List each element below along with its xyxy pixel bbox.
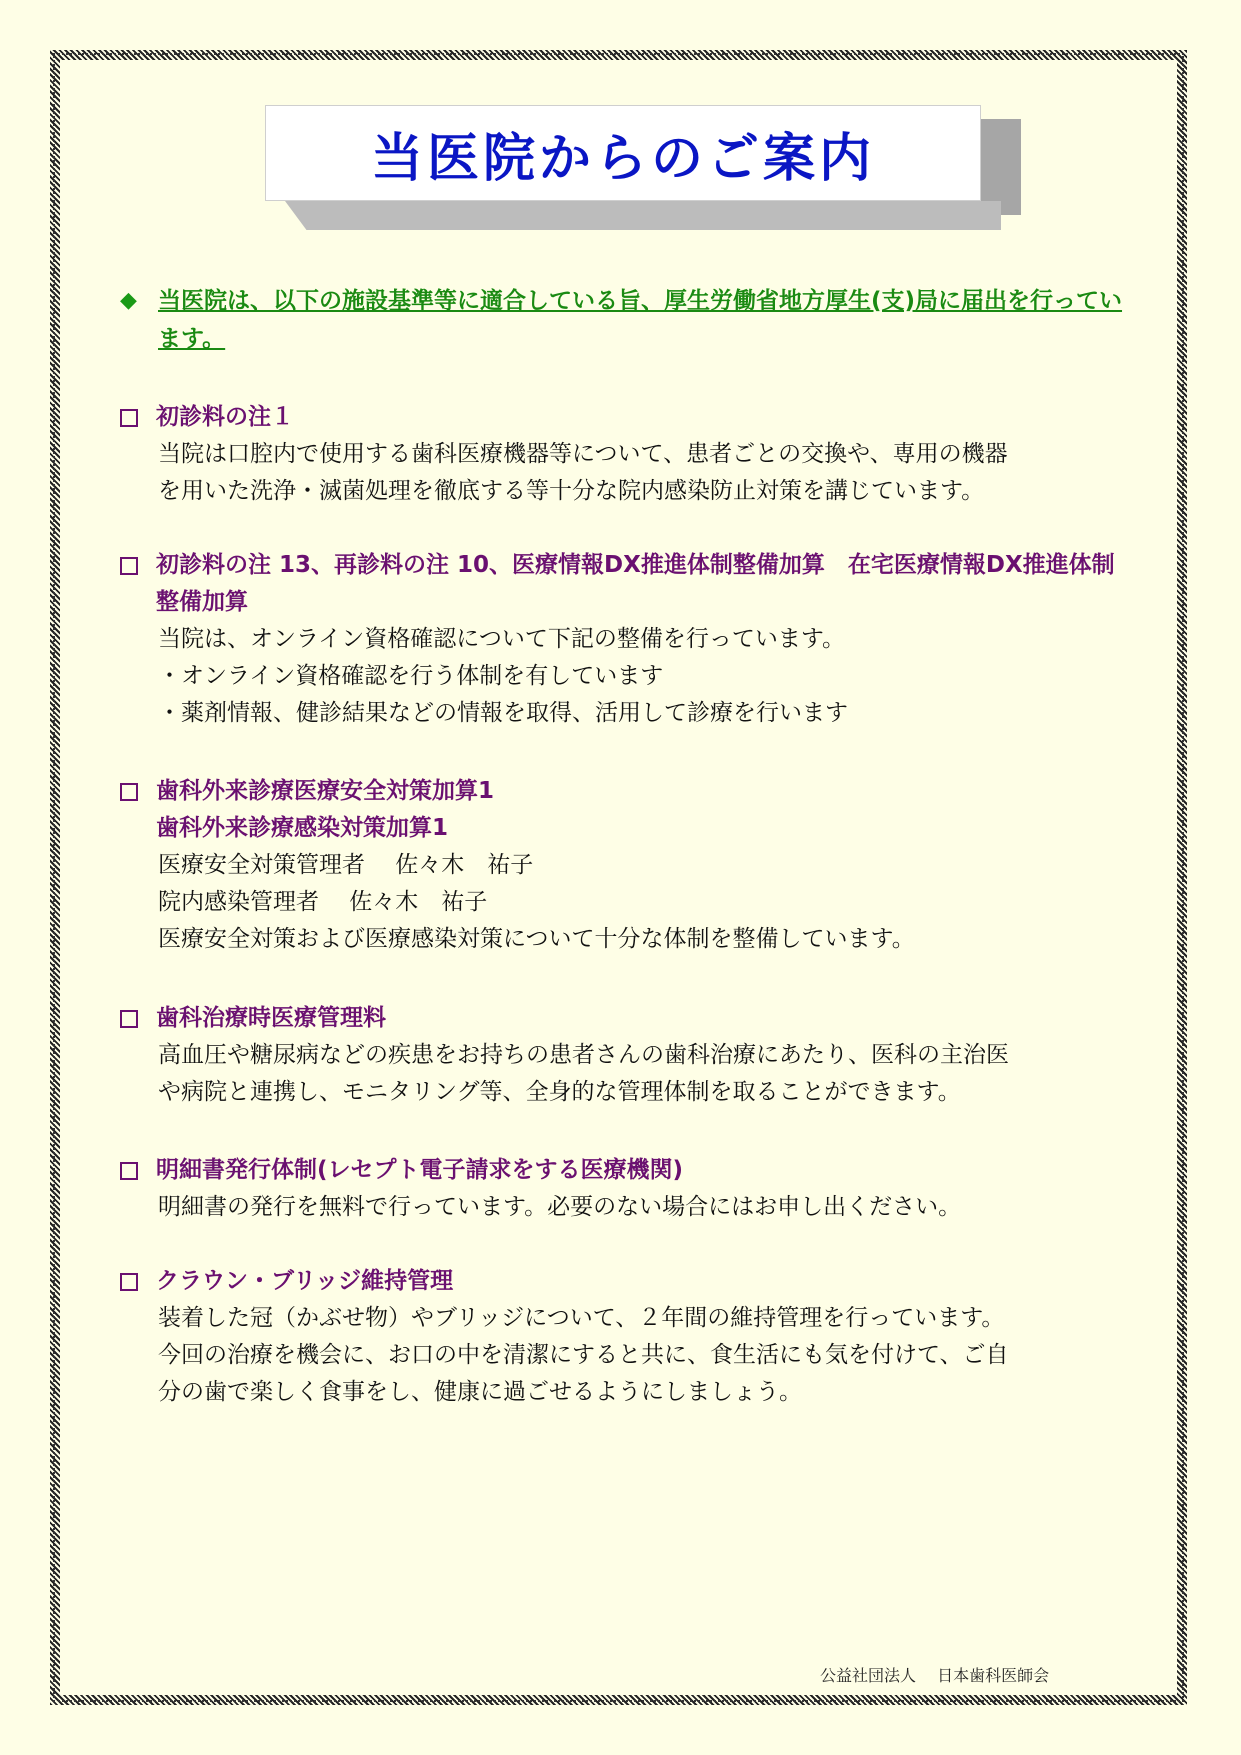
checkbox-square-icon xyxy=(120,409,138,427)
infection-manager-line: 院内感染管理者 佐々木 祐子 xyxy=(158,889,488,915)
title-shadow-right xyxy=(981,119,1021,215)
title-banner xyxy=(265,105,1021,230)
section-title: クラウン・ブリッジ維持管理 xyxy=(156,1268,454,1294)
notice xyxy=(120,282,1130,358)
section-title-line: 歯科外来診療医療安全対策加算1 xyxy=(156,778,495,804)
diamond-bullet-icon: ◆ xyxy=(120,288,137,313)
section-line: 当院は口腔内で使用する歯科医療機器等について、患者ごとの交換や、専用の機器 xyxy=(158,441,1008,467)
section-line: ・薬剤情報、健診結果などの情報を取得、活用して診療を行います xyxy=(158,700,848,726)
checkbox-square-icon xyxy=(120,783,138,801)
section-title-line: 歯科外来診療感染対策加算1 xyxy=(156,815,449,841)
title-shadow-bottom xyxy=(285,201,1001,230)
checkbox-square-icon xyxy=(120,557,138,575)
section-line: 明細書の発行を無料で行っています。必要のない場合にはお申し出ください。 xyxy=(158,1194,962,1220)
section-line: 当院は、オンライン資格確認について下記の整備を行っています。 xyxy=(158,626,846,652)
title-box xyxy=(265,105,981,201)
notice-text: 当医院は、以下の施設基準等に適合している旨、厚生労働省地方厚生(支)局に届出を行っています。 xyxy=(158,288,1123,352)
page-title: 当医院からのご案内 xyxy=(370,128,875,189)
section-line: 医療安全対策および医療感染対策について十分な体制を整備しています。 xyxy=(158,926,915,952)
safety-manager-line: 医療安全対策管理者 佐々木 祐子 xyxy=(158,852,534,878)
footer-organization: 公益社団法人 日本歯科医師会 xyxy=(820,1666,1050,1685)
section-title: 初診料の注１ xyxy=(156,404,294,430)
section-line: 装着した冠（かぶせ物）やブリッジについて、２年間の維持管理を行っています。 xyxy=(158,1305,1005,1331)
section-title: 初診料の注 13、再診料の注 10、医療情報DX推進体制整備加算 在宅医療情報DX推進体制整備加算 xyxy=(156,552,1115,615)
section-4 xyxy=(120,1000,1130,1111)
section-2 xyxy=(120,547,1130,732)
checkbox-square-icon xyxy=(120,1162,138,1180)
section-title: 明細書発行体制(レセプト電子請求をする医療機関) xyxy=(156,1157,684,1183)
section-1 xyxy=(120,399,1130,510)
section-title: 歯科治療時医療管理料 xyxy=(156,1005,386,1031)
section-line: 今回の治療を機会に、お口の中を清潔にすると共に、食生活にも気を付けて、ご自 xyxy=(158,1342,1009,1368)
section-line: 高血圧や糖尿病などの疾患をお持ちの患者さんの歯科治療にあたり、医科の主治医 xyxy=(158,1042,1009,1068)
section-line: ・オンライン資格確認を行う体制を有しています xyxy=(158,663,664,689)
checkbox-square-icon xyxy=(120,1010,138,1028)
checkbox-square-icon xyxy=(120,1273,138,1291)
section-line: や病院と連携し、モニタリング等、全身的な管理体制を取ることができます。 xyxy=(158,1079,961,1105)
section-title xyxy=(156,773,1116,847)
section-line: 分の歯で楽しく食事をし、健康に過ごせるようにしましょう。 xyxy=(158,1379,802,1405)
section-5 xyxy=(120,1152,1130,1226)
section-6 xyxy=(120,1263,1130,1411)
section-3 xyxy=(120,773,1130,958)
section-line: を用いた洗浄・滅菌処理を徹底する等十分な院内感染防止対策を講じています。 xyxy=(158,478,985,504)
